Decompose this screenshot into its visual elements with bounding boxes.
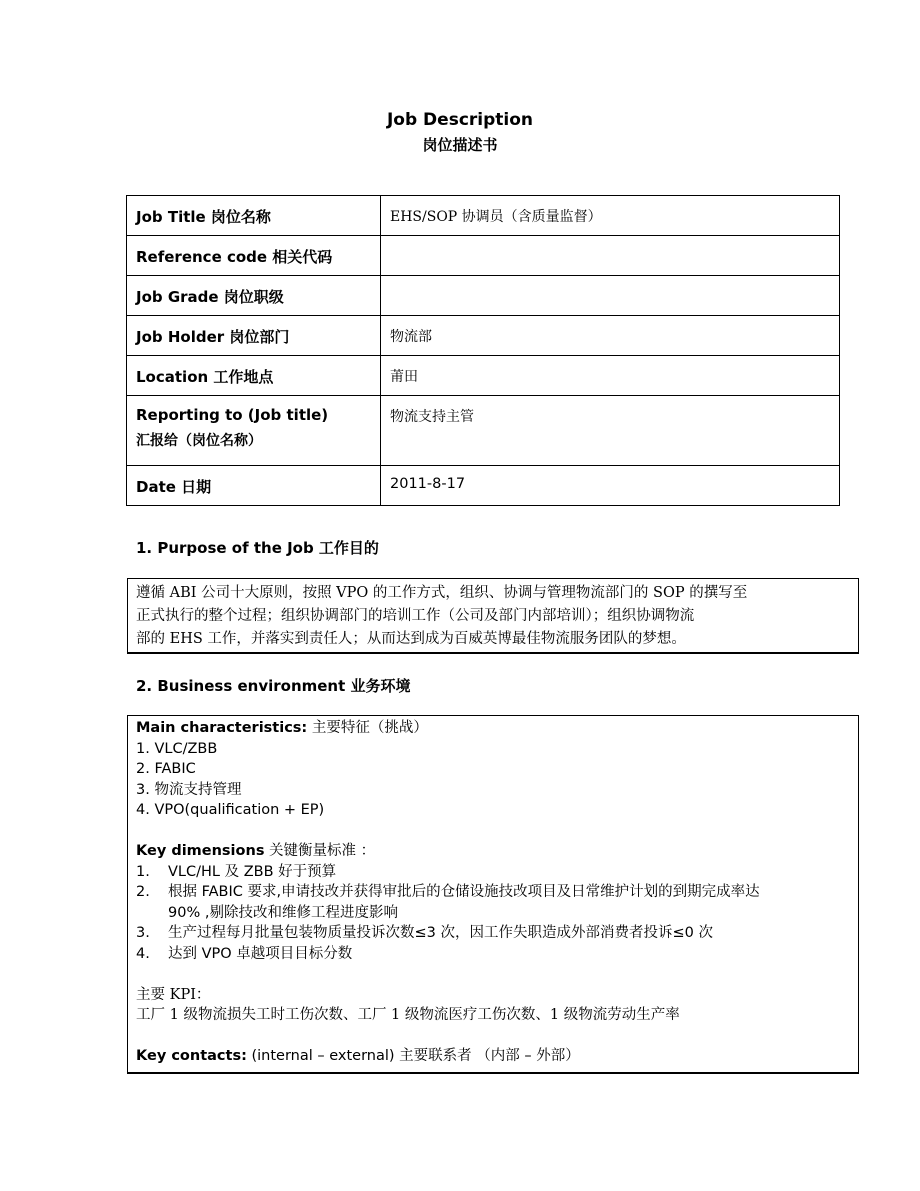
- key-dimension-item: 3. 生产过程每月批量包装物质量投诉次数≤3 次，因工作失职造成外部消费者投诉≤0 次: [136, 925, 713, 941]
- location-value: 莆田: [381, 356, 840, 396]
- table-row-job-holder: [127, 316, 840, 356]
- purpose-heading: 1. Purpose of the Job 工作目的: [136, 539, 379, 557]
- purpose-line: 遵循 ABI 公司十大原则，按照 VPO 的工作方式，组织、协调与管理物流部门的 SOP 的撰写至: [136, 585, 748, 601]
- key-contacts-line: [136, 1046, 850, 1067]
- purpose-line: 正式执行的整个过程；组织协调部门的培训工作（公司及部门内部培训）；组织协调物流: [136, 608, 695, 624]
- main-characteristic-item: 4. VPO(qualification + EP): [136, 802, 325, 818]
- document-title: Job Description: [386, 110, 534, 130]
- main-characteristic-item: 1. VLC/ZBB: [136, 740, 218, 757]
- key-dimension-item: 2. 根据 FABIC 要求,申请技改并获得审批后的仓储设施技改项目及日常维护计划的到期完成率达: [136, 884, 760, 900]
- reporting-to-label: Reporting to (Job title): [136, 406, 329, 424]
- table-row-location: [127, 356, 840, 396]
- job-holder-value: 物流部: [381, 316, 840, 356]
- reference-code-value: [381, 236, 840, 276]
- location-label: Location 工作地点: [127, 356, 381, 396]
- table-row-reporting-to: [127, 396, 840, 466]
- table-row-reference-code: [127, 236, 840, 276]
- job-info-table: [126, 195, 840, 506]
- job-title-value: EHS/SOP 协调员（含质量监督）: [381, 196, 840, 236]
- business-environment-box: [127, 715, 859, 1074]
- purpose-line: 部的 EHS 工作，并落实到责任人；从而达到成为百威英博最佳物流服务团队的梦想。: [136, 631, 686, 647]
- key-dimension-item: 4. 达到 VPO 卓越项目目标分数: [136, 945, 353, 962]
- reporting-to-label-cell: [127, 396, 381, 466]
- table-row-job-grade: [127, 276, 840, 316]
- document-subtitle: 岗位描述书: [422, 136, 498, 154]
- key-contacts-label: Key contacts:: [136, 1048, 247, 1064]
- purpose-box: [127, 578, 859, 654]
- key-dimension-item-continuation: 90% ,剔除技改和维修工程进度影响: [168, 904, 398, 921]
- date-label: Date 日期: [127, 466, 381, 506]
- key-dimension-item: 1. VLC/HL 及 ZBB 好于预算: [136, 863, 337, 880]
- table-row-date: [127, 466, 840, 506]
- key-contacts-text: (internal – external) 主要联系者 （内部 – 外部）: [246, 1048, 580, 1064]
- business-heading: 2. Business environment 业务环境: [136, 677, 411, 695]
- date-value: 2011-8-17: [381, 466, 840, 506]
- key-dimensions-label: Key dimensions: [136, 843, 265, 859]
- key-dimensions-label-cn: 关键衡量标准 ：: [264, 843, 376, 859]
- main-characteristic-item: 2. FABIC: [136, 761, 196, 777]
- key-dimensions-heading: [136, 841, 850, 862]
- job-grade-label: Job Grade 岗位职级: [127, 276, 381, 316]
- reference-code-label: Reference code 相关代码: [127, 236, 381, 276]
- main-characteristics-heading: [136, 718, 850, 739]
- reporting-to-value: 物流支持主管: [381, 396, 840, 466]
- job-holder-label: Job Holder 岗位部门: [127, 316, 381, 356]
- main-characteristics-label: Main characteristics:: [136, 720, 308, 736]
- main-characteristics-label-cn: 主要特征（挑战）: [307, 720, 428, 736]
- main-characteristic-item: 3. 物流支持管理: [136, 781, 242, 798]
- kpi-label: 主要 KPI：: [136, 986, 211, 1003]
- job-title-label: Job Title 岗位名称: [127, 196, 381, 236]
- job-grade-value: [381, 276, 840, 316]
- kpi-text: 工厂 1 级物流损失工时工伤次数、工厂 1 级物流医疗工伤次数、1 级物流劳动生产率: [136, 1007, 680, 1023]
- reporting-to-sublabel: 汇报给（岗位名称）: [136, 433, 262, 449]
- table-row-job-title: [127, 196, 840, 236]
